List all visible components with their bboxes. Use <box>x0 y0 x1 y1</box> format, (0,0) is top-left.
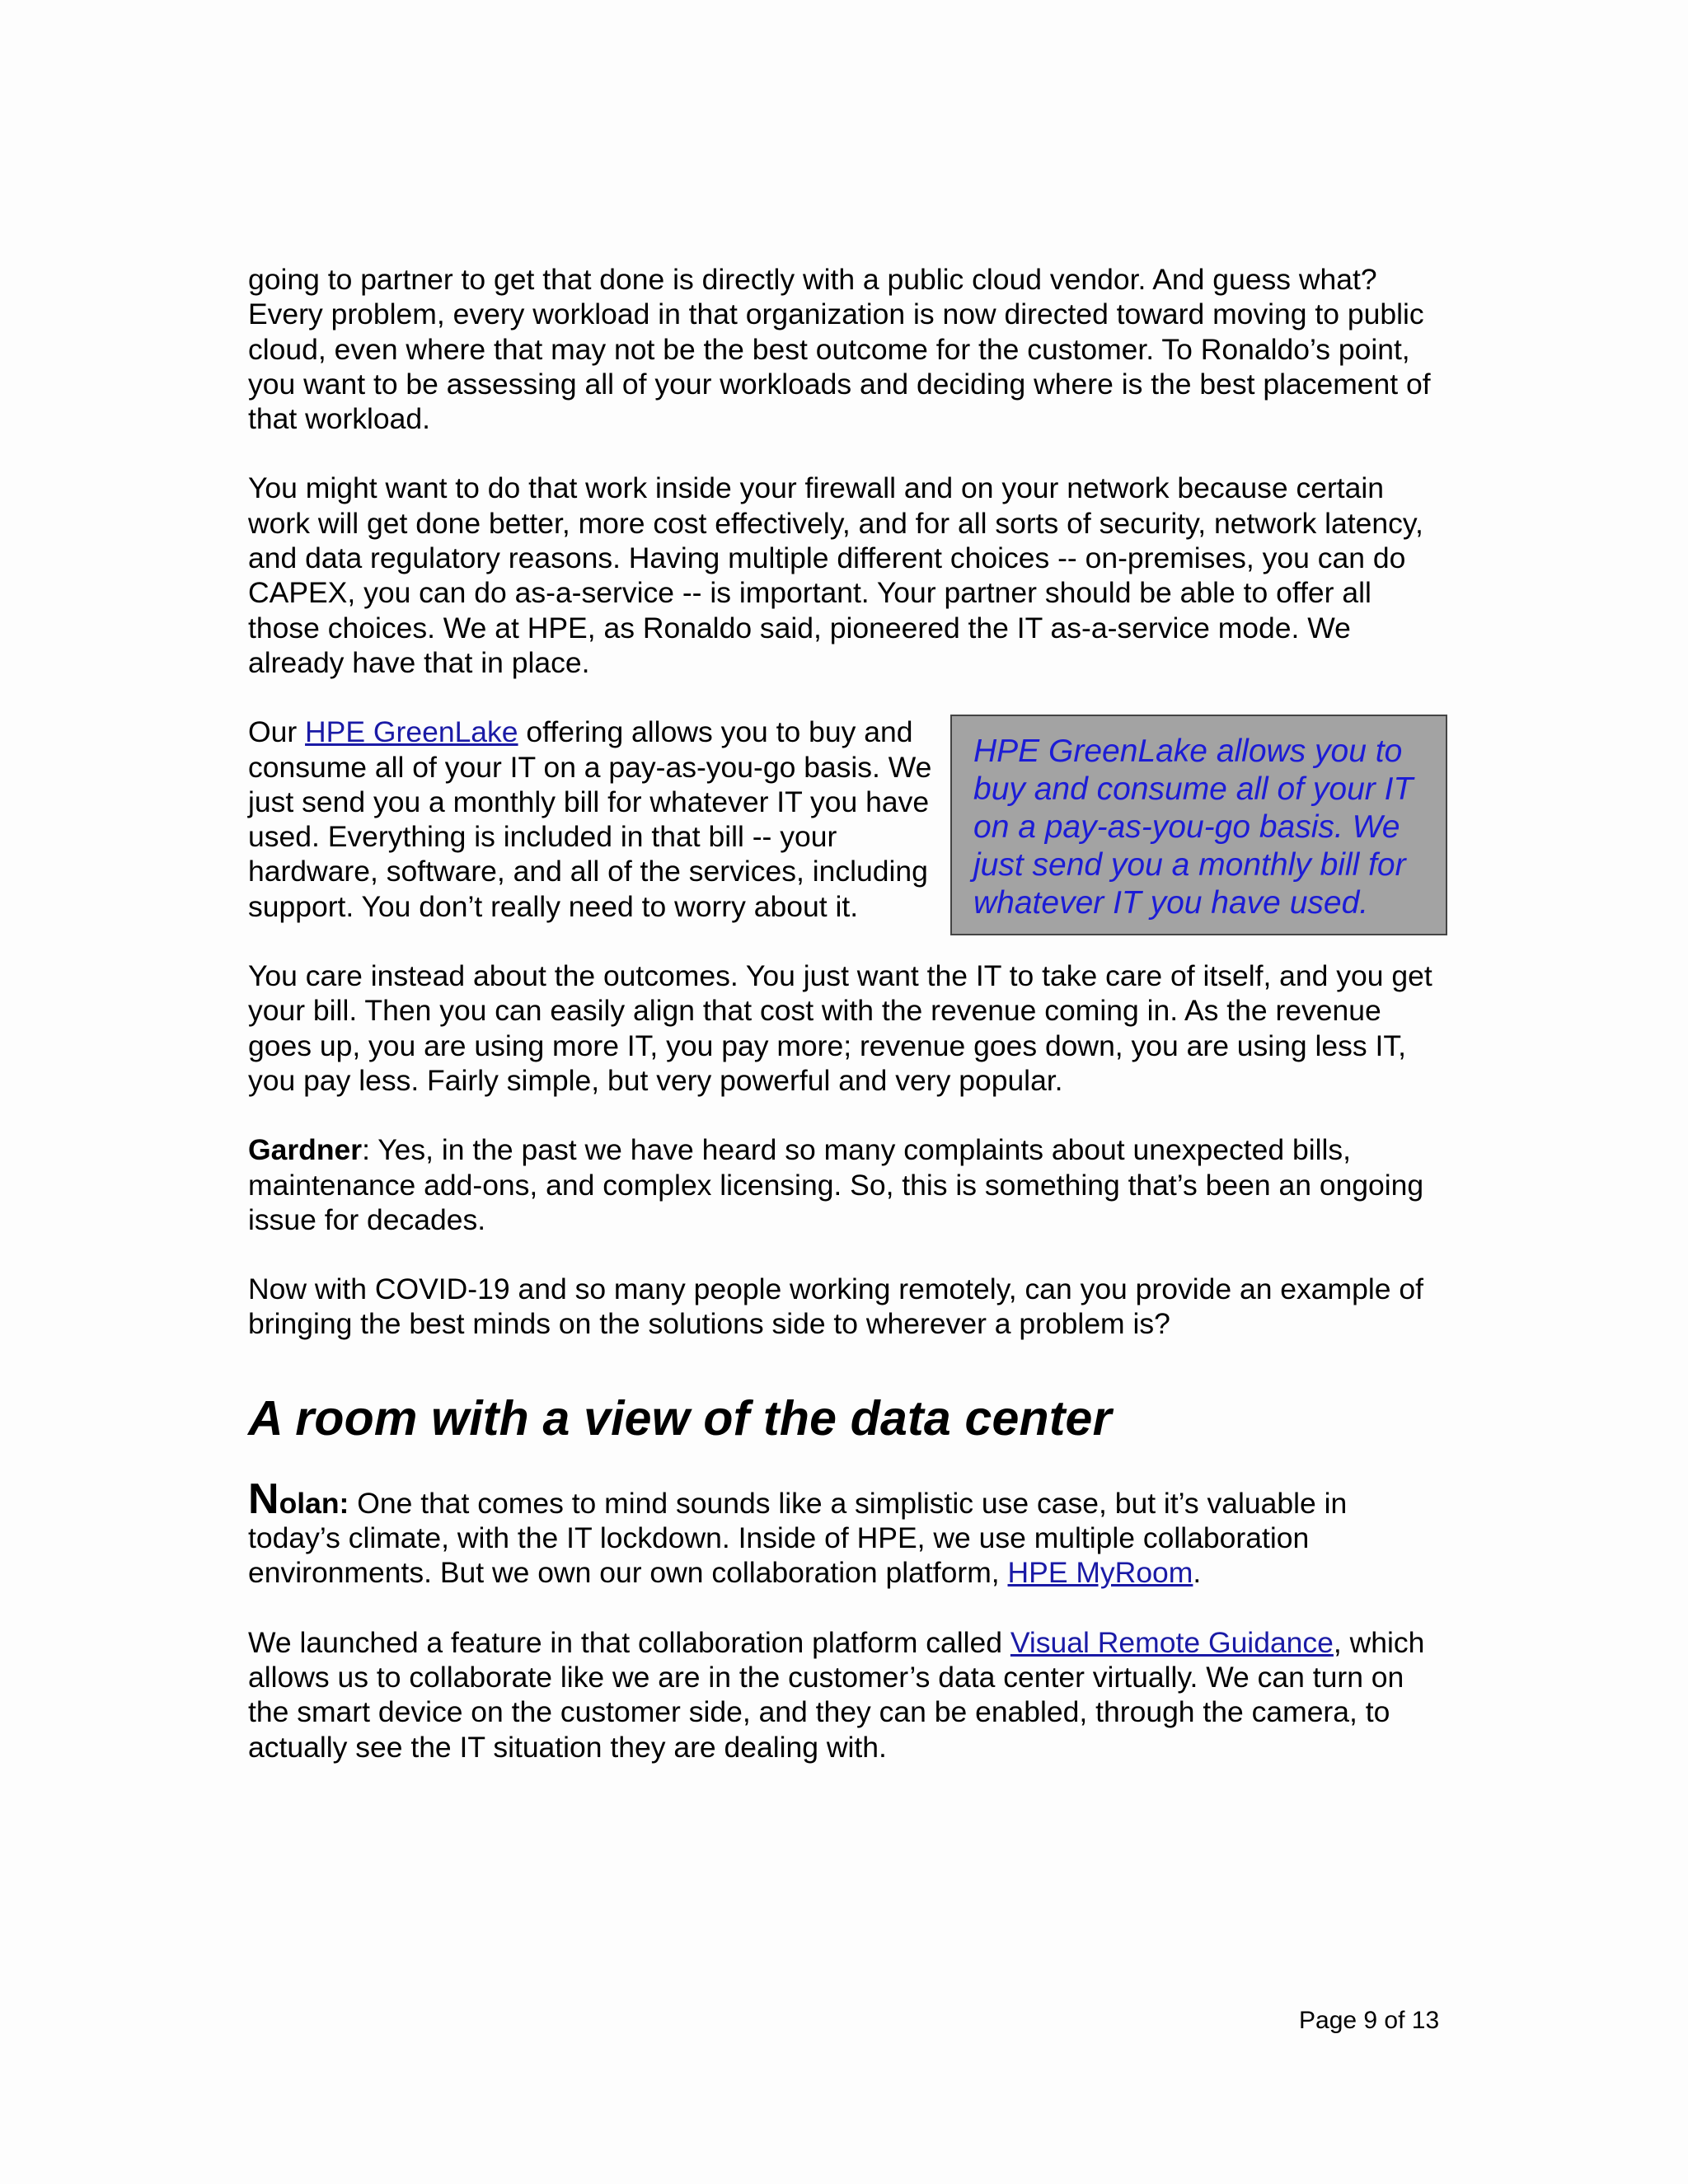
paragraph-6: Now with COVID-19 and so many people working remotely, can you provide an example of bringing the best minds on the solutions side to wherever a problem is? <box>248 1272 1423 1341</box>
paragraph-1: going to partner to get that done is directly with a public cloud vendor. And guess what? Every problem, every workload in that organization is now directed toward moving to public cloud, even where that may not be the best outcome for the customer. To Ronaldo’s point, you want to be assessing all of your workloads and deciding where is the best placement of that workload. <box>248 263 1431 436</box>
greenlake-section <box>248 715 1443 924</box>
paragraph-3 <box>248 715 932 924</box>
hpe-greenlake-link[interactable]: HPE GreenLake <box>305 715 518 749</box>
paragraph-8-body: , which allows us to collaborate like we are in the customer’s data center virtually. We can turn on the smart device on the customer side, and they can be enabled, through the camera, to actually see the IT situation they are dealing with. <box>248 1625 1425 1764</box>
paragraph-3-intro: Our <box>248 715 306 749</box>
paragraph-5-body: : Yes, in the past we have heard so many complaints about unexpected bills, maintenance add-ons, and complex licensing. So, this is something that’s been an ongoing issue for decades. <box>248 1133 1424 1236</box>
speaker-gardner: Gardner <box>248 1133 363 1167</box>
paragraph-8-intro: We launched a feature in that collaboration platform called <box>248 1625 1010 1659</box>
hpe-myroom-link[interactable]: HPE MyRoom <box>1007 1556 1193 1590</box>
speaker-nolan: olan: <box>279 1486 349 1520</box>
pull-quote-text: HPE GreenLake allows you to buy and consume all of your IT on a pay-as-you-go basis. We just send you a monthly bill for whatever IT you have used. <box>973 733 1414 921</box>
drop-cap: N <box>248 1474 279 1523</box>
paragraph-8 <box>248 1625 1443 1765</box>
pull-quote-box <box>950 715 1447 935</box>
paragraph-2: You might want to do that work inside your firewall and on your network because certain work will get done better, more cost effectively, and for all sorts of security, network latency, and data regulatory reasons. Having multiple different choices -- on-premises, you can do CAPEX, you can do as-a-service -- is important. Your partner should be able to offer all those choices. We at HPE, as Ronaldo said, pioneered the IT as-a-service mode. We already have that in place. <box>248 471 1423 679</box>
paragraph-4: You care instead about the outcomes. You just want the IT to take care of itself, and you get your bill. Then you can easily align that cost with the revenue coming in. As the revenue goes up, you are using more IT, you pay more; revenue goes down, you are using less IT, you pay less. Fairly simple, but very powerful and very popular. <box>248 959 1432 1097</box>
paragraph-7-body: One that comes to mind sounds like a simplistic use case, but it’s valuable in today’s climate, with the IT lockdown. Inside of HPE, we use multiple collaboration environments. But we own our own collaboration platform, <box>248 1486 1348 1590</box>
page-content <box>248 262 1443 1765</box>
page-number: Page 9 of 13 <box>1299 2007 1440 2034</box>
paragraph-7-end: . <box>1193 1556 1202 1590</box>
visual-remote-guidance-link[interactable]: Visual Remote Guidance <box>1010 1625 1334 1659</box>
paragraph-5 <box>248 1132 1443 1237</box>
section-heading: A room with a view of the data center <box>248 1390 1112 1446</box>
paragraph-3-body: offering allows you to buy and consume all of your IT on a pay-as-you-go basis. We just send you a monthly bill for whatever IT you have used. Everything is included in that bill -- your hardware, software, and all of the services, including support. You don’t really need to worry about it. <box>248 715 932 923</box>
paragraph-7 <box>248 1474 1443 1591</box>
